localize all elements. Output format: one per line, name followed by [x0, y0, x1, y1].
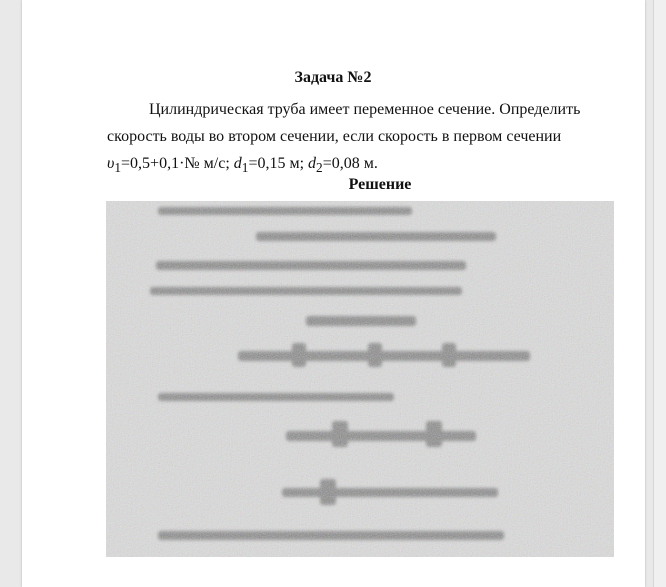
task-line-1: Цилиндрическая труба имеет переменное сечение. Определить — [149, 101, 581, 118]
scanned-solution-image — [106, 201, 614, 557]
scrollbar[interactable] — [653, 0, 666, 587]
task-line-3: $\upsilon_1=0,5+0,1\cdot№$ м/с; $d_1=0,15$ м; $d_2=0,08$ м. — [107, 155, 378, 176]
task-text — [107, 96, 609, 177]
task-title: Задача №2 — [294, 69, 372, 86]
task-line-2: скорость воды во втором сечении, если скорость в первом сечении — [107, 128, 562, 145]
solution-heading: Решение — [348, 176, 412, 193]
